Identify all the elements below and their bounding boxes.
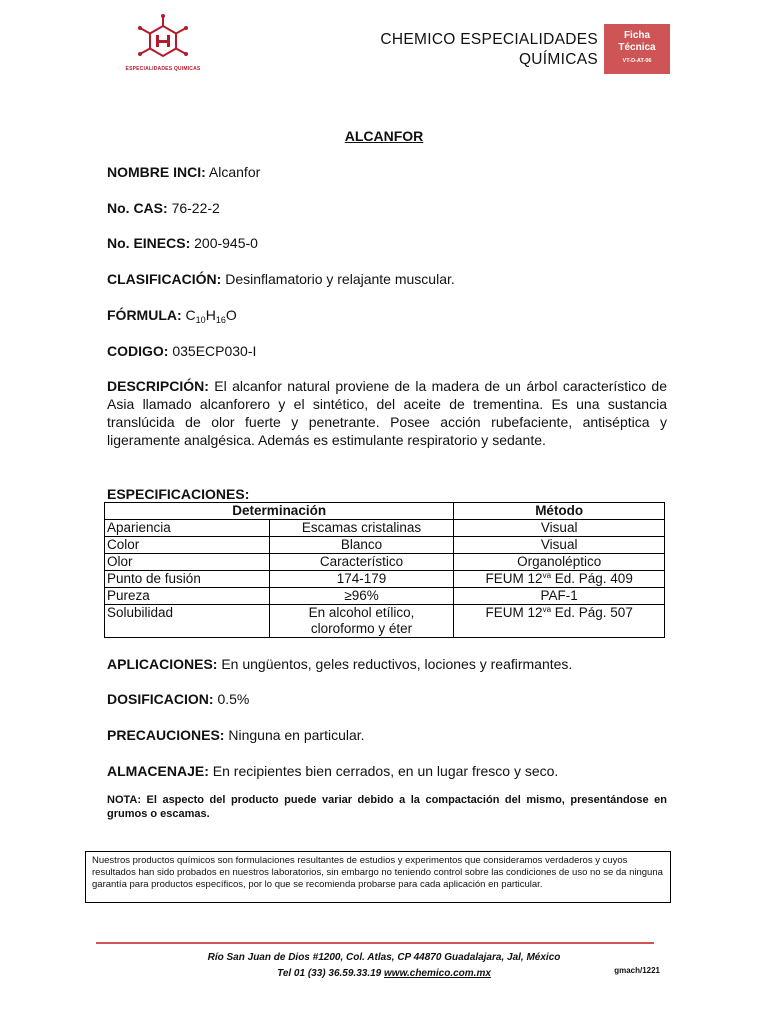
dosificacion-value: 0.5% [217,691,250,707]
especificaciones-label: ESPECIFICACIONES: [107,486,250,502]
einecs-value: 200-945-0 [194,235,258,251]
table-row [105,520,665,537]
row-name: Olor [105,554,270,571]
codigo-field [107,342,667,360]
precauciones-value: Ninguna en particular. [228,727,365,743]
table-row [105,571,665,588]
inci-value: Alcanfor [208,164,261,180]
row-value: ≥96% [269,588,454,605]
clasificacion-label: CLASIFICACIÓN: [107,271,222,287]
footer-address: Río San Juan de Dios #1200, Col. Atlas, CP 44870 Guadalajara, Jal, México [207,952,561,963]
method-main: FEUM 12 [485,571,543,586]
formula-h-sub: 16 [215,315,226,325]
row-value: Escamas cristalinas [269,520,454,537]
dosificacion-label: DOSIFICACION: [107,691,214,707]
row-name: Punto de fusión [105,571,270,588]
inci-label: NOMBRE INCI: [107,164,206,180]
table-header-row [105,503,665,520]
table-row [105,537,665,554]
footer-phone: Tel 01 (33) 36.59.33.19 [277,968,382,979]
formula-c-sub: 10 [195,315,206,325]
formula-o: O [225,307,237,323]
cas-value: 76-22-2 [171,200,220,216]
row-name: Solubilidad [105,605,270,638]
aplicaciones-field [107,655,667,673]
footer-address-block [96,950,672,982]
method-sup: va [542,571,552,580]
row-value: 174-179 [269,571,454,588]
row-method [454,605,665,638]
einecs-field [107,234,667,252]
precauciones-field [107,726,667,744]
footer-contact [96,966,672,982]
formula-h: H [205,307,216,323]
company-name-line2: QUÍMICAS [518,51,598,68]
method-rest: Ed. Pág. 409 [551,571,633,586]
formula-field [107,306,667,324]
method-rest: Ed. Pág. 507 [551,605,633,620]
dosificacion-field [107,690,667,708]
especificaciones-heading [107,485,667,503]
codigo-label: CODIGO: [107,343,169,359]
cas-field [107,199,667,217]
almacenaje-label: ALMACENAJE: [107,763,209,779]
row-method: Organoléptico [454,554,665,571]
product-note: NOTA: El aspecto del producto puede variar debido a la compactación del mismo, presentándose en grumos o escamas. [107,794,667,820]
descripcion-value: El alcanfor natural proviene de la madera de un árbol característico de Asia llamado alcanforero y el sintético, del aceite de trementina. Es una sustancia translúcida de olor fuerte y penetrante. Posee acción rubefaciente, antiséptica y ligeramente analgésica. Además es estimulante respiratorio y sedante. [107,378,667,448]
badge-code: VT-D-AT-06 [622,58,652,64]
logo-caption: ESPECIALIDADES QUIMICAS [125,66,201,72]
document-title: ALCANFOR [344,128,424,144]
hexagon-logo-icon [118,12,208,72]
specifications-table [104,502,665,638]
table-row [105,605,665,638]
footer-divider [96,942,654,944]
company-name [380,30,598,70]
precauciones-label: PRECAUCIONES: [107,727,225,743]
header-determinacion: Determinación [105,503,454,520]
row-method: Visual [454,520,665,537]
cas-label: No. CAS: [107,200,168,216]
descripcion-field [107,377,667,449]
table-row [105,554,665,571]
codigo-value: 035ECP030-I [172,343,257,359]
row-name: Apariencia [105,520,270,537]
row-value: Característico [269,554,454,571]
badge-line2: Técnica [618,42,656,53]
badge-line1: Ficha [623,30,651,41]
row-value: Blanco [269,537,454,554]
company-name-line1: CHEMICO ESPECIALIDADES [380,31,598,48]
formula-label: FÓRMULA: [107,307,182,323]
row-method: PAF-1 [454,588,665,605]
disclaimer-box: Nuestros productos químicos son formulaciones resultantes de estudios y experimentos que consideramos verdaderos y cuyos resultados han sido probados en nuestros laboratorios, sin embargo no teniendo control sobre las condiciones de uso no se da ninguna garantía para productos específicos, por lo que se recomienda probarse para cada aplicación en particular. [85,851,671,903]
value-line2: cloroformo y éter [310,621,413,636]
inci-field [107,163,667,181]
descripcion-label: DESCRIPCIÓN: [107,378,209,394]
aplicaciones-label: APLICACIONES: [107,656,218,672]
einecs-label: No. EINECS: [107,235,191,251]
almacenaje-field [107,762,667,780]
clasificacion-field [107,270,667,288]
footer-code: gmach/1221 [614,966,660,975]
aplicaciones-value: En ungüentos, geles reductivos, lociones y reafirmantes. [221,656,573,672]
row-value [269,605,454,638]
almacenaje-value: En recipientes bien cerrados, en un lugar fresco y seco. [212,763,559,779]
value-line1: En alcohol etílico, [308,605,415,620]
row-name: Color [105,537,270,554]
method-main: FEUM 12 [485,605,543,620]
row-method: Visual [454,537,665,554]
clasificacion-value: Desinflamatorio y relajante muscular. [225,271,455,287]
website-link[interactable]: www.chemico.com.mx [384,968,491,979]
table-row [105,588,665,605]
technical-sheet-badge [604,24,670,74]
formula-value [186,307,237,323]
method-sup: va [542,605,552,614]
row-method [454,571,665,588]
header-metodo: Método [454,503,665,520]
row-name: Pureza [105,588,270,605]
formula-c: C [185,307,196,323]
